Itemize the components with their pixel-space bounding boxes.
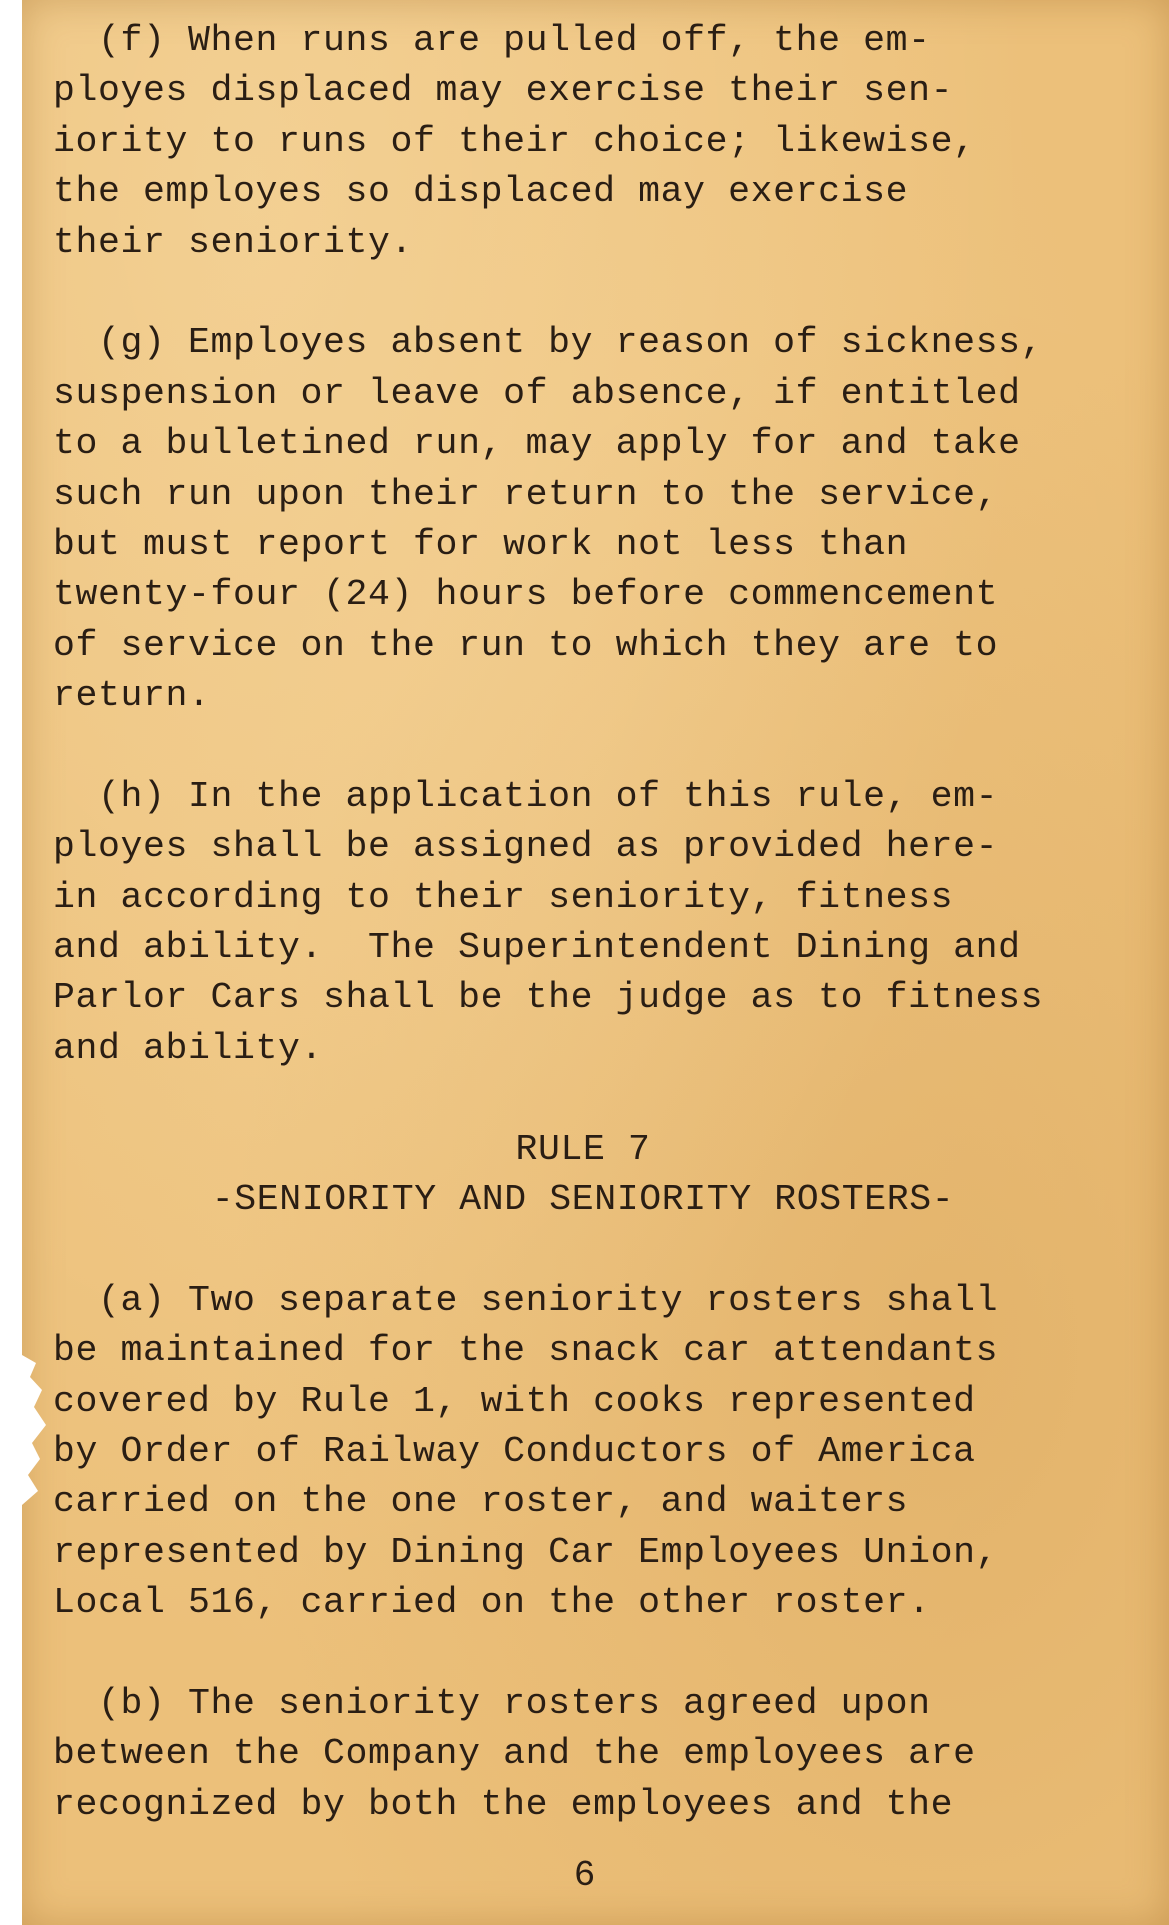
- text-line: Parlor Cars shall be the judge as to fitness: [53, 977, 1044, 1019]
- rule-heading: [53, 1125, 1153, 1226]
- text-line: Local 516, carried on the other roster.: [53, 1582, 931, 1624]
- paragraph-g: [53, 318, 1153, 721]
- paragraph-spacer: [53, 721, 1153, 771]
- text-line: twenty-four (24) hours before commencement: [53, 574, 999, 616]
- text-line: their seniority.: [53, 221, 414, 263]
- text-line: (g) Employes absent by reason of sickness,: [53, 322, 1044, 364]
- paragraph-b: [53, 1679, 1153, 1830]
- text-line: ployes displaced may exercise their sen-: [53, 70, 954, 112]
- paragraph-spacer: [53, 1629, 1153, 1679]
- rule-number: RULE 7: [515, 1128, 651, 1170]
- text-line: such run upon their return to the service,: [53, 473, 999, 515]
- paragraph-spacer: [53, 1074, 1153, 1124]
- page-number: 6: [573, 1855, 596, 1896]
- paragraph-f: [53, 16, 1153, 268]
- paragraph-a: [53, 1276, 1153, 1629]
- torn-edge: [22, 1355, 50, 1505]
- text-line: and ability. The Superintendent Dining and: [53, 927, 1021, 969]
- text-line: (a) Two separate seniority rosters shall: [53, 1279, 999, 1321]
- paragraph-spacer: [53, 1225, 1153, 1275]
- text-line: (b) The seniority rosters agreed upon: [53, 1682, 931, 1724]
- text-line: represented by Dining Car Employees Union,: [53, 1531, 999, 1573]
- text-line: and ability.: [53, 1027, 324, 1069]
- text-line: (f) When runs are pulled off, the em-: [53, 20, 931, 61]
- text-line: of service on the run to which they are to: [53, 624, 999, 666]
- text-line: iority to runs of their choice; likewise,: [53, 120, 976, 162]
- text-line: the employes so displaced may exercise: [53, 171, 909, 213]
- text-line: between the Company and the employees are: [53, 1733, 976, 1775]
- text-line: (h) In the application of this rule, em-: [53, 775, 999, 817]
- text-line: recognized by both the employees and the: [53, 1783, 954, 1825]
- paragraph-spacer: [53, 268, 1153, 318]
- text-line: be maintained for the snack car attendants: [53, 1330, 999, 1372]
- text-line: suspension or leave of absence, if entitled: [53, 372, 1021, 414]
- text-line: to a bulletined run, may apply for and take: [53, 423, 1021, 465]
- text-line: covered by Rule 1, with cooks represented: [53, 1380, 976, 1422]
- text-line: ployes shall be assigned as provided here-: [53, 826, 999, 868]
- document-body: [53, 16, 1153, 1830]
- rule-title: -SENIORITY AND SENIORITY ROSTERS-: [211, 1178, 955, 1220]
- text-line: in according to their seniority, fitness: [53, 876, 954, 918]
- text-line: but must report for work not less than: [53, 523, 909, 565]
- text-line: by Order of Railway Conductors of America: [53, 1430, 976, 1472]
- text-line: return.: [53, 675, 211, 717]
- paragraph-h: [53, 772, 1153, 1074]
- text-line: carried on the one roster, and waiters: [53, 1481, 909, 1523]
